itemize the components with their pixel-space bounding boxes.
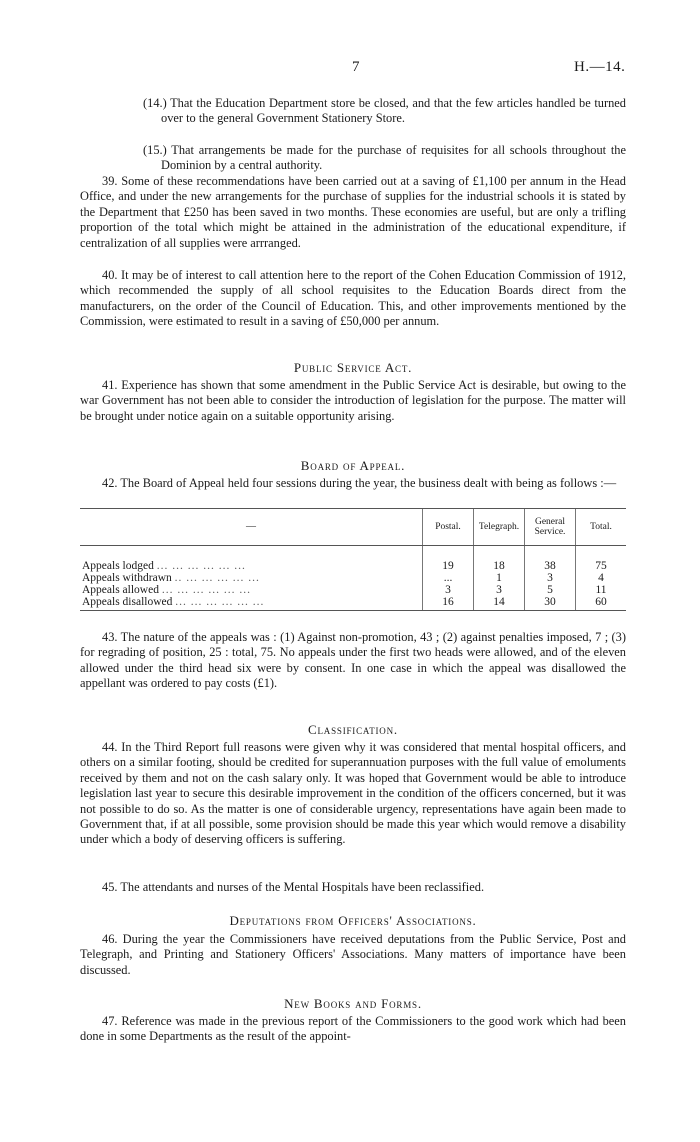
cell-lodged-general-service: 38 [525,560,576,572]
recommendation-14 [143,96,626,127]
paragraph-45 [80,880,626,895]
recommendation-14-text: (14.) That the Education Department store be closed, and that the few articles handled be turned over to the general Government Stationery Store. [143,96,626,126]
cell-withdrawn-telegraph: 1 [474,572,525,584]
cell-disallowed-general-service: 30 [525,596,576,611]
page-number: 7 [352,59,360,75]
paragraph-45-text: 45. The attendants and nurses of the Mental Hospitals have been reclassified. [102,880,485,894]
table-header-total: Total. [576,509,627,546]
table-header-telegraph: Telegraph. [474,509,525,546]
appeals-table [80,508,626,611]
cell-withdrawn-postal: ... [423,572,474,584]
row-label-disallowed: Appeals disallowed [82,596,173,608]
paragraph-47 [80,1014,626,1045]
row-label-allowed: Appeals allowed [82,584,159,596]
row-label-withdrawn: Appeals withdrawn [82,572,172,584]
table-row: Appeals allowed ... ... ... ... ... ... 3 3 5 11 [80,584,626,596]
paragraph-43-text: 43. The nature of the appeals was : (1) Against non-promotion, 43 ; (2) against penalties imposed, 7 ; (3) for regrading of position, 25 : total, 75. No appeals under the first two heads were allowed, and of the eleven allowed under the third head six were by consent. In one case in which the appeal was disallowed the appellant was ordered to pay costs (£1). [80,630,626,691]
heading-board-of-appeal: Board of Appeal. [300,458,406,473]
table-header-postal: Postal. [423,509,474,546]
cell-withdrawn-total: 4 [576,572,627,584]
cell-disallowed-total: 60 [576,596,627,611]
cell-allowed-postal: 3 [423,584,474,596]
row-label-lodged: Appeals lodged [82,560,154,572]
paragraph-42-text: 42. The Board of Appeal held four sessions during the year, the business dealt with being as follows :— [102,476,617,490]
document-reference: H.—14. [574,59,626,75]
paragraph-39-text: 39. Some of these recommendations have been carried out at a saving of £1,100 per annum in the Head Office, and under the new arrangements for the purchase of supplies for the industrial schools it is stated by the Department that £250 has been saved in two months. These economies are useful, but are only a trifling proportion of the total which might be attained in the administration of the educational expenditure, if centralization of all supplies were arrranged. [80,174,626,250]
recommendation-15 [143,143,626,174]
heading-classification: Classification. [308,722,398,737]
table-row: Appeals lodged ... ... ... ... ... ... 19 18 38 75 [80,560,626,572]
paragraph-46-text: 46. During the year the Commissioners have received deputations from the Public Service, Post and Telegraph, and Printing and Stationery Officers' Associations. Many matters of importance have been discussed. [80,932,626,977]
cell-lodged-telegraph: 18 [474,560,525,572]
cell-disallowed-postal: 16 [423,596,474,611]
table-header-blank: — [80,509,423,546]
paragraph-44 [80,740,626,848]
cell-lodged-total: 75 [576,560,627,572]
cell-allowed-general-service: 5 [525,584,576,596]
paragraph-39 [80,174,626,251]
appeals-table-header-row [80,509,626,546]
paragraph-47-text: 47. Reference was made in the previous report of the Commissioners to the good work which had been done in some Departments as the result of the appoint- [80,1014,626,1044]
paragraph-41 [80,378,626,424]
heading-new-books-and-forms: New Books and Forms. [284,996,422,1011]
table-spacer-row [80,546,626,561]
cell-withdrawn-general-service: 3 [525,572,576,584]
paragraph-42 [80,476,626,491]
heading-deputations: Deputations from Officers' Associations. [229,913,477,928]
recommendation-15-text: (15.) That arrangements be made for the purchase of requisites for all schools throughout the Dominion by a central authority. [143,143,626,173]
paragraph-40 [80,268,626,330]
table-row: Appeals withdrawn .. ... ... ... ... ... ... 1 3 4 [80,572,626,584]
paragraph-46 [80,932,626,978]
cell-allowed-telegraph: 3 [474,584,525,596]
cell-lodged-postal: 19 [423,560,474,572]
paragraph-41-text: 41. Experience has shown that some amendment in the Public Service Act is desirable, but owing to the war Government has not been able to consider the introduction of legislation for the purpose. The matter will be brought under notice again on a suitable opportunity arising. [80,378,626,423]
paragraph-44-text: 44. In the Third Report full reasons were given why it was considered that mental hospital officers, and others on a similar footing, should be credited for superannuation purposes with the full value of emoluments received by them and not on the cash salary only. It was hoped that Government would be able to introduce legislation last year to secure this desirable improvement in the condition of the officers concerned, but it was not possible to do so. As the matter is one of considerable urgency, representations have again been made to Government that, if at all possible, some provision should be made this year which would remove a disability under which a body of deserving officers is suffering. [80,740,626,847]
cell-disallowed-telegraph: 14 [474,596,525,611]
table-header-general-service: General Service. [525,509,576,546]
cell-allowed-total: 11 [576,584,627,596]
table-row: Appeals disallowed ... ... ... ... ... ... 16 14 30 60 [80,596,626,611]
paragraph-43 [80,630,626,692]
heading-public-service-act: Public Service Act. [293,360,413,375]
paragraph-40-text: 40. It may be of interest to call attention here to the report of the Cohen Education Commission of 1912, which recommended the supply of all school requisites to the Education Boards direct from the manufacturers, on the order of the Council of Education. This, and other improvements mentioned by the Commission, were estimated to result in a saving of £50,000 per annum. [80,268,626,329]
